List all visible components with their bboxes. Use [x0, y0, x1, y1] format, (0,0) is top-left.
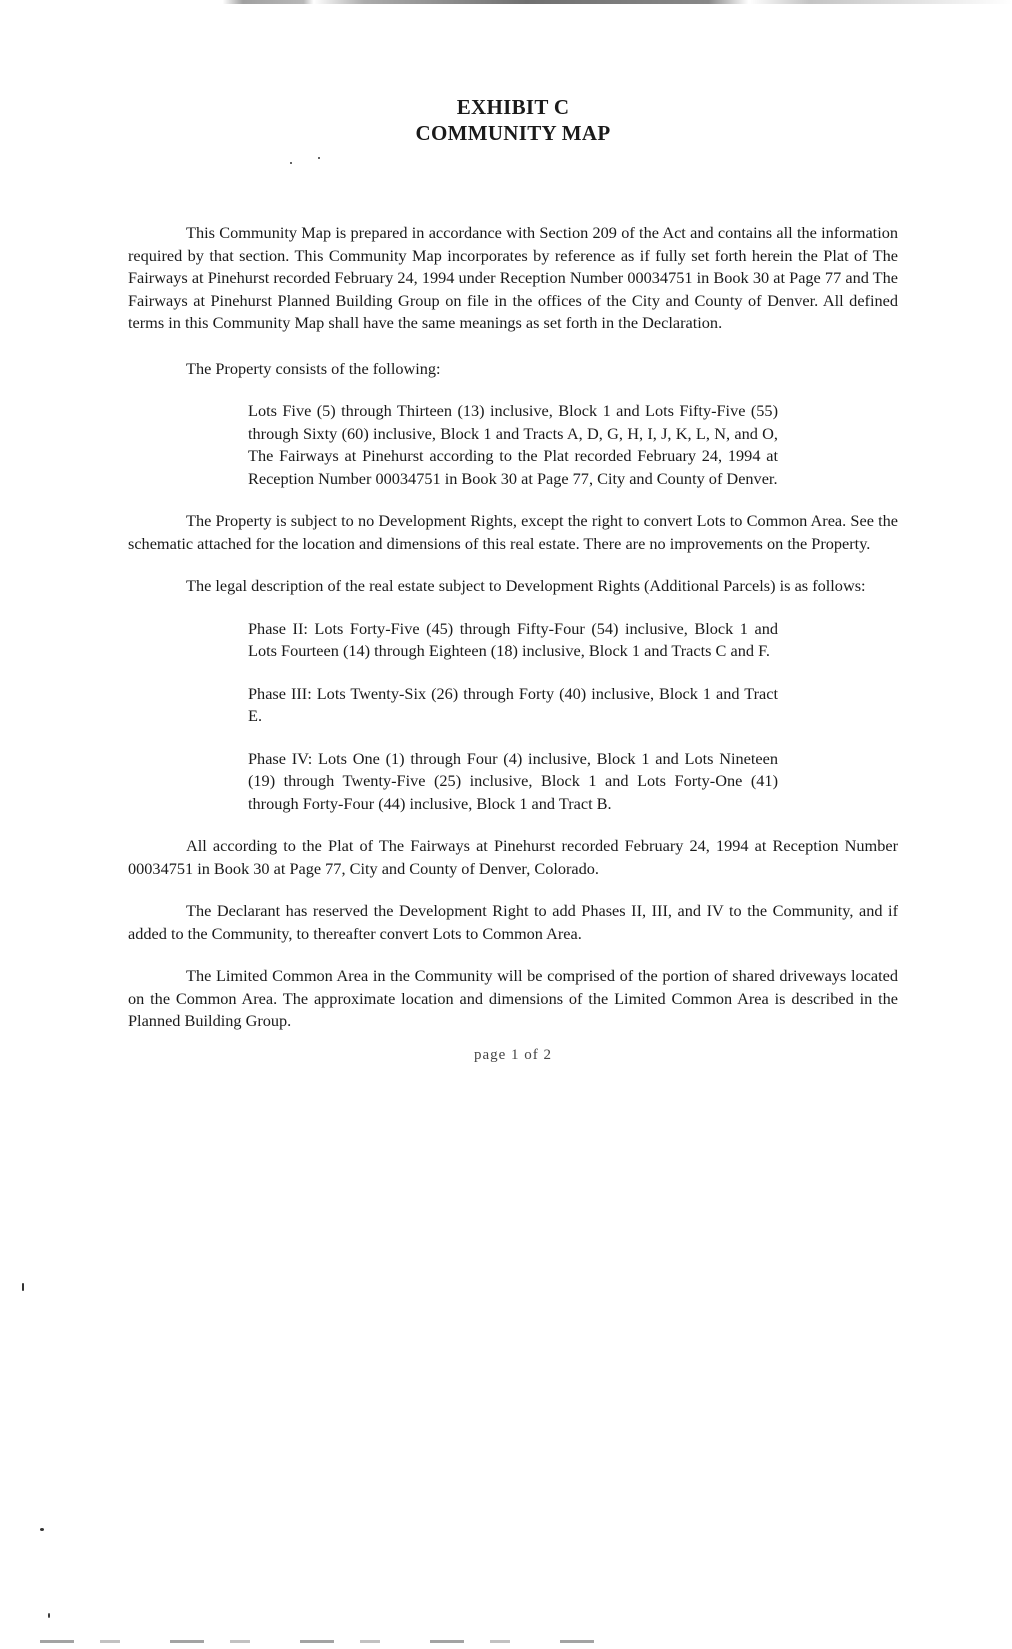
phase-4-description: Phase IV: Lots One (1) through Four (4) inclusive, Block 1 and Lots Nineteen (19) through Twenty-Five (25) inclusive, Block 1 and Lots Forty-One (41) through Forty-Four (44) inclusive, Block 1 and Tract B. — [248, 748, 778, 813]
intro-paragraph: This Community Map is prepared in accordance with Section 209 of the Act and contains all the information required by that section. This Community Map incorporates by reference as if fully set forth herein the Plat of The Fairways at Pinehurst recorded February 24, 1994 under Reception Number 00034751 in Book 30 at Page 77 and The Fairways at Pinehurst Planned Building Group on file in the offices of the City and County of Denver. All defined terms in this Community Map shall have the same meanings as set forth in the Declaration. — [128, 223, 898, 332]
plat-reference-paragraph: All according to the Plat of The Fairways at Pinehurst recorded February 24, 1994 at Reception Number 00034751 in Book 30 at Page 77, City and County of Denver, Colorado. — [128, 836, 898, 878]
exhibit-title-line2: COMMUNITY MAP — [415, 121, 611, 145]
limited-common-area-paragraph: The Limited Common Area in the Community will be comprised of the portion of shared driveways located on the Common Area. The approximate location and dimensions of the Limited Common Area is described in the Planned Building Group. — [128, 966, 898, 1030]
property-description: Lots Five (5) through Thirteen (13) inclusive, Block 1 and Lots Fifty-Five (55) through Sixty (60) inclusive, Block 1 and Tracts A, D, G, H, I, J, K, L, N, and O, The Fairways at Pinehurst according to the Plat recorded February 24, 1994 at Reception Number 00034751 in Book 30 at Page 77, City and County of Denver. — [248, 401, 778, 488]
exhibit-title — [128, 94, 898, 146]
legal-description-intro: The legal description of the real estate subject to Development Rights (Additional Parcels) is as follows: — [186, 576, 866, 595]
exhibit-title-line1: EXHIBIT C — [456, 95, 570, 119]
phase-3-description: Phase III: Lots Twenty-Six (26) through Forty (40) inclusive, Block 1 and Tract E. — [248, 683, 778, 725]
property-intro: The Property consists of the following: — [186, 358, 441, 378]
scan-edge-bottom — [40, 1640, 600, 1643]
document-page — [128, 90, 898, 1064]
declarant-paragraph: The Declarant has reserved the Development Right to add Phases II, III, and IV to the Community, and if added to the Community, to thereafter convert Lots to Common Area. — [128, 901, 898, 943]
scan-edge-top — [0, 0, 1012, 4]
development-rights-paragraph: The Property is subject to no Development Rights, except the right to convert Lots to Common Area. See the schematic attached for the location and dimensions of this real estate. There are no improvements on the Property. — [128, 511, 898, 553]
phase-2-description: Phase II: Lots Forty-Five (45) through Fifty-Four (54) inclusive, Block 1 and Lots Fourteen (14) through Eighteen (18) inclusive, Block 1 and Tracts C and F. — [248, 618, 778, 660]
page-number: page 1 of 2 — [473, 1046, 553, 1063]
